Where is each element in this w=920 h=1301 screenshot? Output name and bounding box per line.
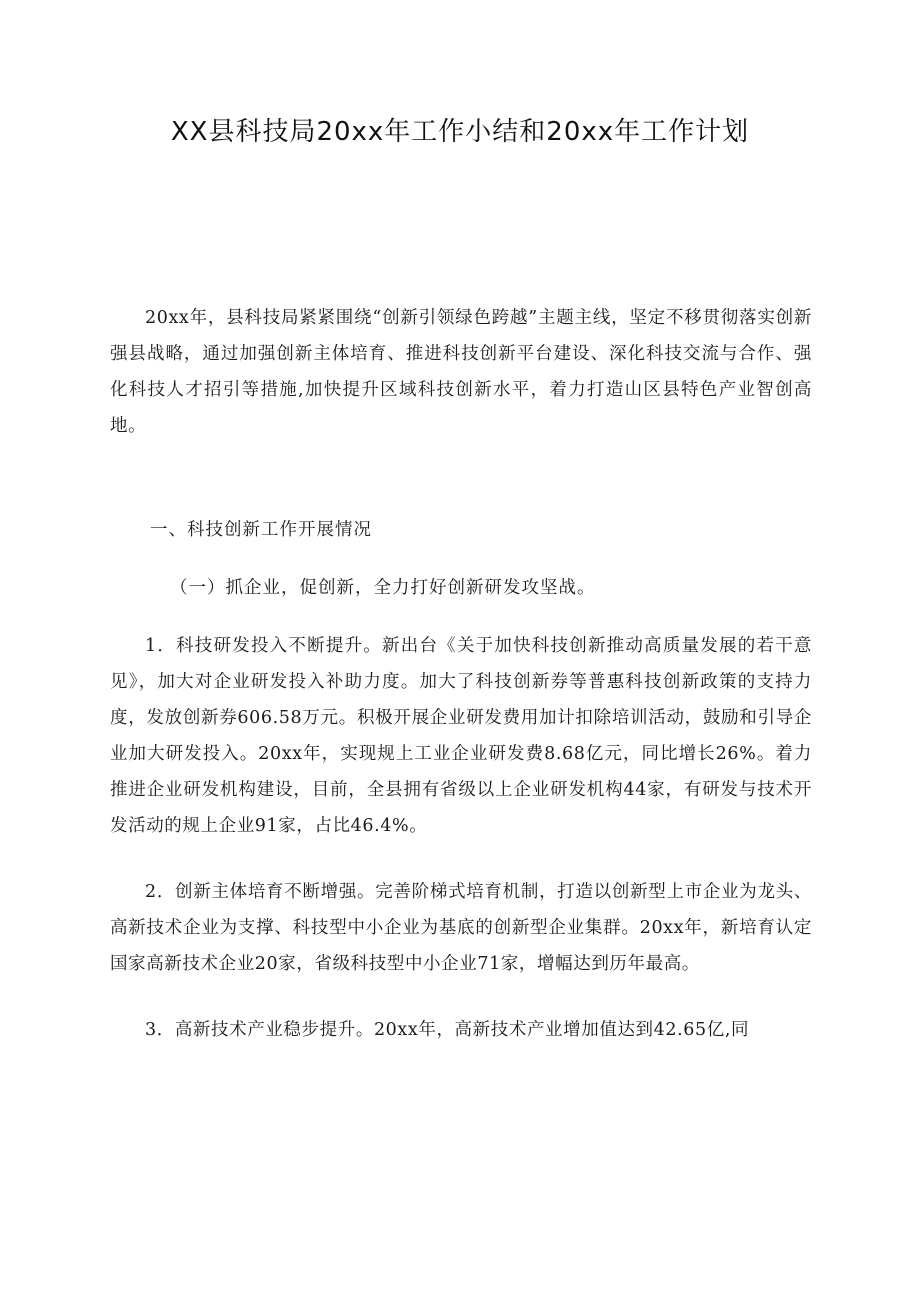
item-3-text: 20xx年，高新技术产业增加值达到42.65亿,同 <box>373 1020 750 1040</box>
item-1-text: 新出台《关于加快科技创新推动高质量发展的若干意见》，加大对企业研发投入补助力度。加大了科技创新券等普惠科技创新政策的支持力度，发放创新券606.58万元。积极开展企业研发费用加计扣除培训活动，鼓励和引导企业加大研发投入。20xx年，实现规上工业企业研发费8.68亿元，同比增长26%。着力推进企业研发机构建设，目前，全县拥有省级以上企业研发机构44家，有研发与技术开发活动的规上企业91家，占比46.4%。 <box>110 636 812 836</box>
section-heading: 一、科技创新工作开展情况 <box>150 520 372 540</box>
intro-paragraph <box>110 300 812 444</box>
item-1-paragraph <box>110 628 812 844</box>
item-3-paragraph <box>110 1012 812 1048</box>
item-1-lead: 1．科技研发投入不断提升。 <box>145 636 383 656</box>
item-2-paragraph <box>110 874 812 982</box>
item-3-lead: 3．高新技术产业稳步提升。 <box>145 1020 374 1040</box>
subsection-heading: （一）抓企业，促创新，全力打好创新研发攻坚战。 <box>170 578 596 598</box>
intro-text: 20xx年，县科技局紧紧围绕“创新引领绿色跨越”主题主线，坚定不移贯彻落实创新强县战略，通过加强创新主体培育、推进科技创新平台建设、深化科技交流与合作、强化科技人才招引等措施,加快提升区域科技创新水平，着力打造山区县特色产业智创高地。 <box>110 308 812 436</box>
item-2-text: 完善阶梯式培育机制，打造以创新型上市企业为龙头、高新技术企业为支撑、科技型中小企业为基底的创新型企业集群。20xx年，新培育认定国家高新技术企业20家，省级科技型中小企业71家，增幅达到历年最高。 <box>110 882 812 974</box>
item-2-lead: 2．创新主体培育不断增强。 <box>145 882 376 902</box>
document-title: XX县科技局20xx年工作小结和20xx年工作计划 <box>170 117 750 147</box>
